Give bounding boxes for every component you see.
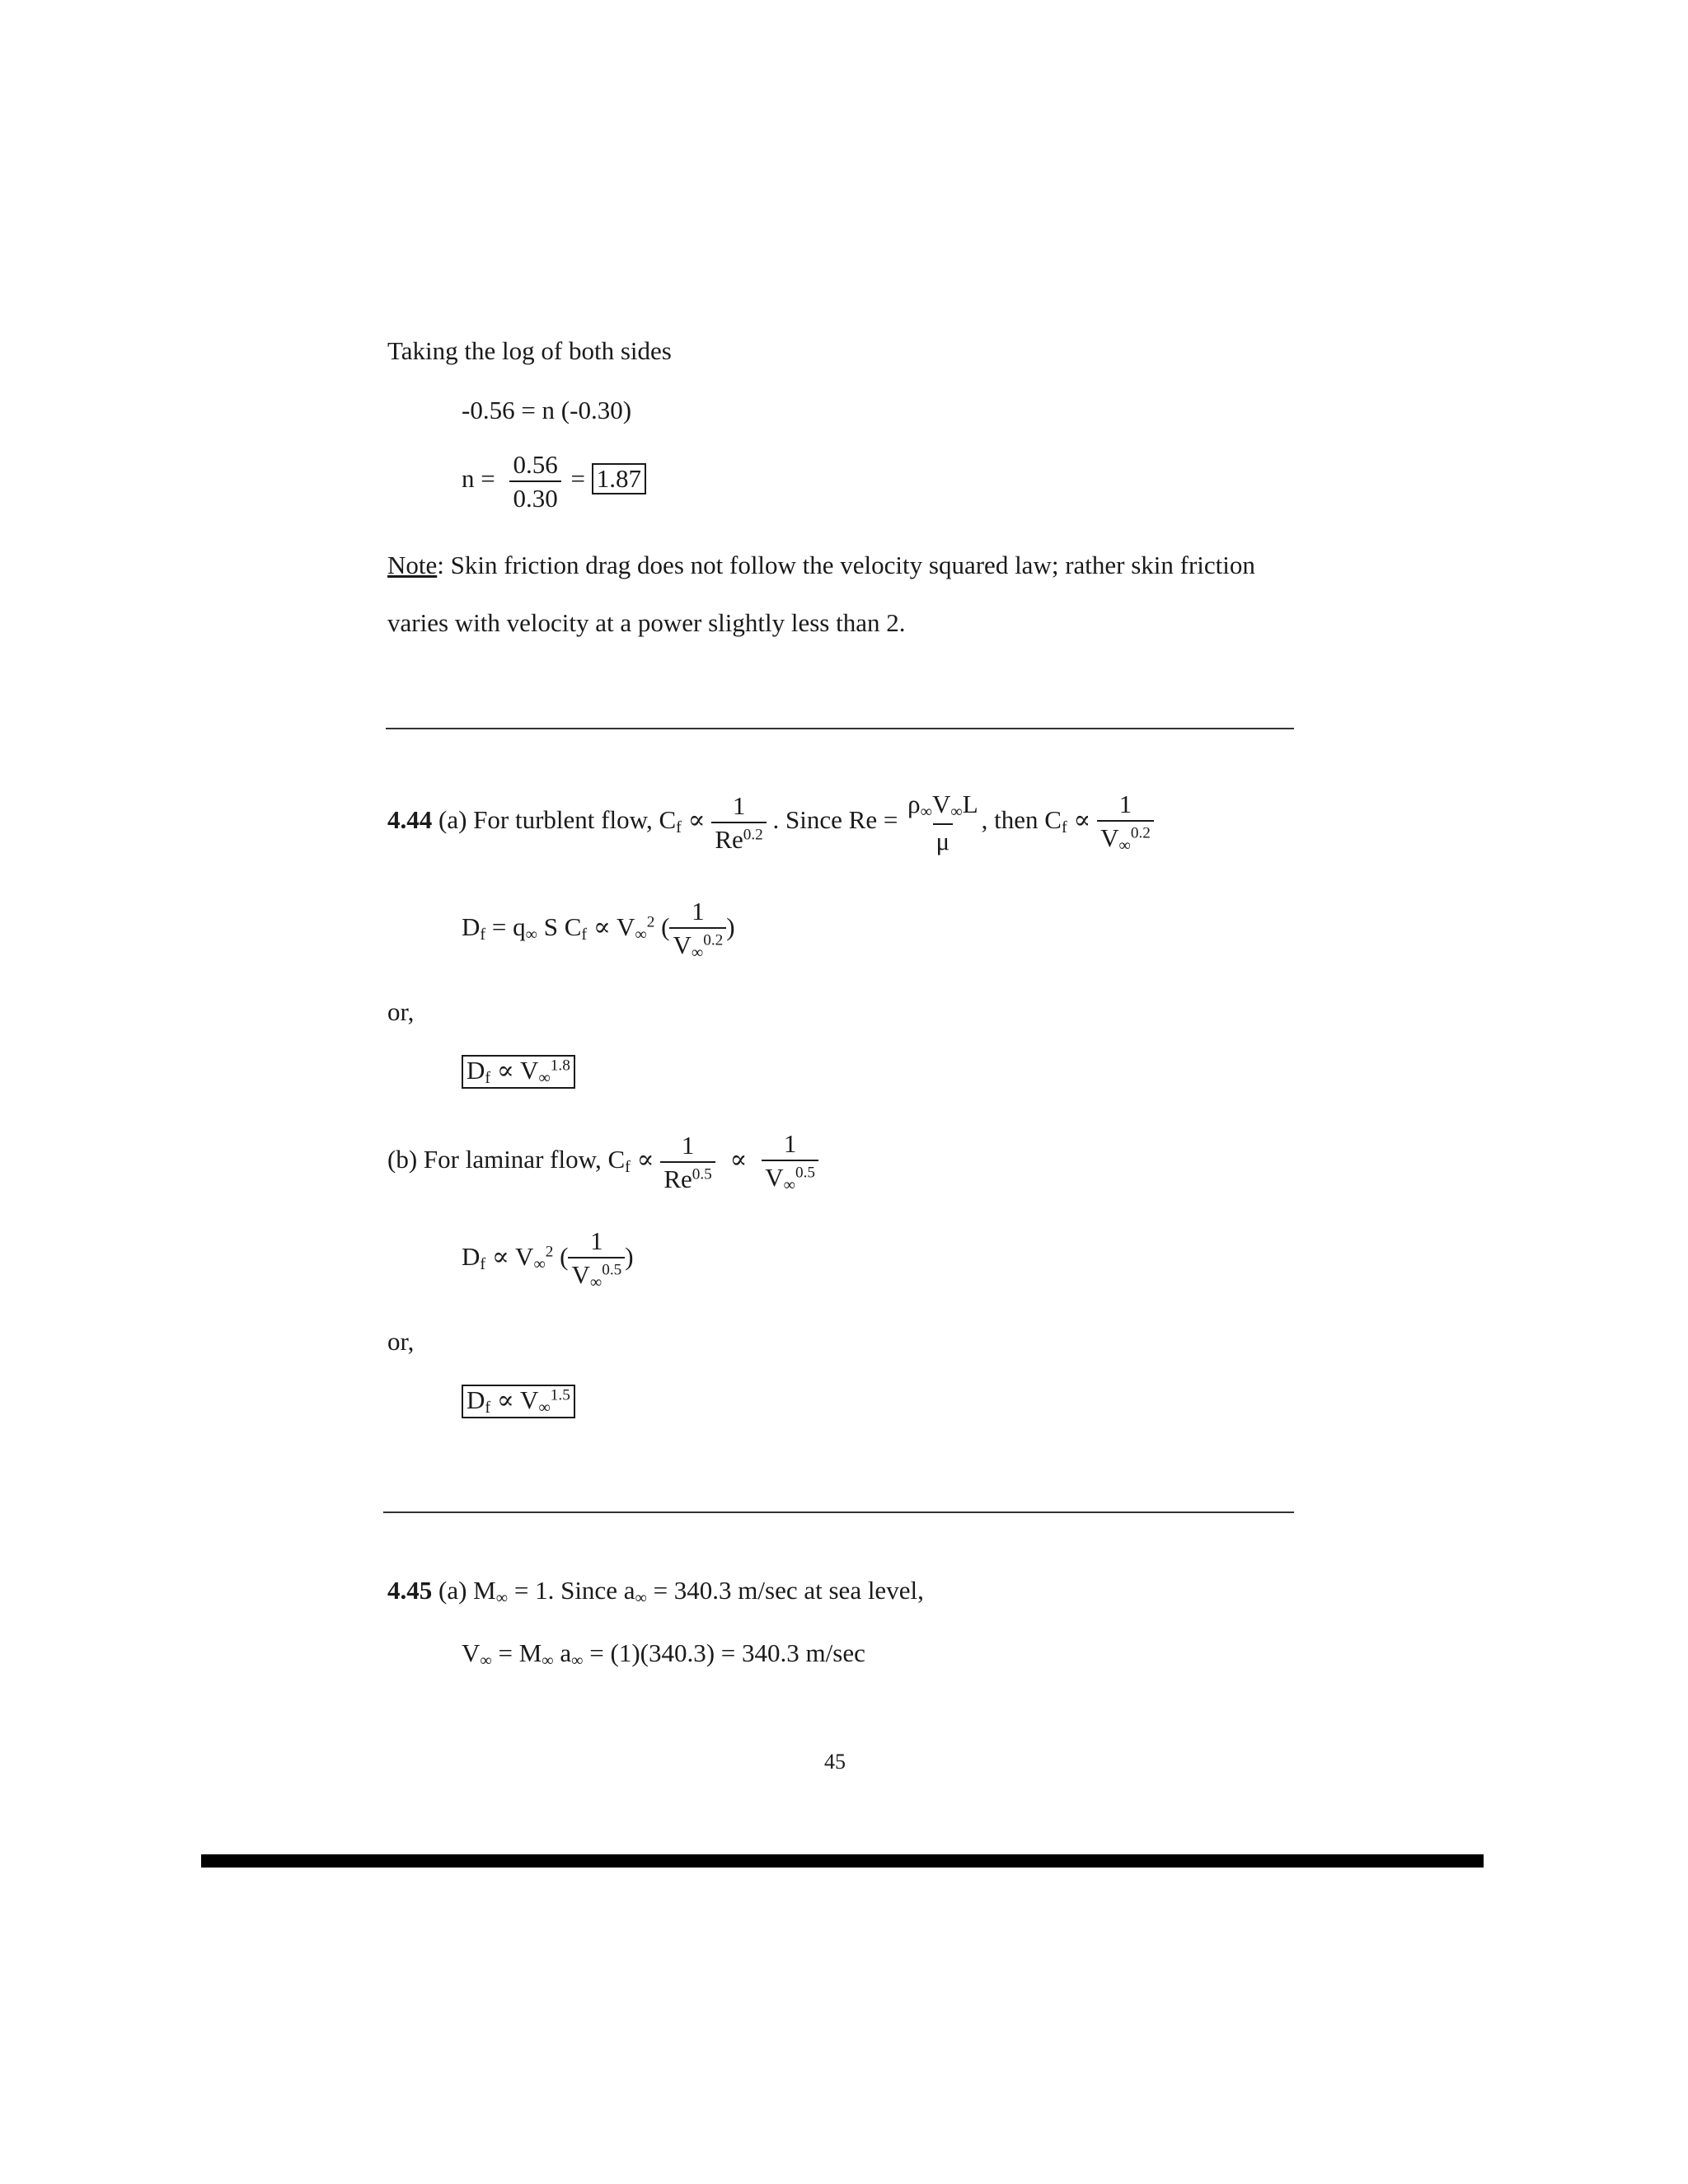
divider-1 [386,728,1294,729]
part-b-line: (b) For laminar flow, $C_f$ ∝ $\frac{1}{Re^{0.5}}$ ∝ $\frac{1}{V_\infty^{0.5}}$ [387,1131,818,1193]
problem-444-line: 4.44 (a) For turblent flow, $C_f$ ∝ $\frac{1}{Re^{0.2}}$ . Since Re = $\frac{\rho_\infty V_\infty L}{\mu}$ , then $C_f$ ∝ $\frac{1}{V_\infty^{0.2}}$ [387,791,1154,854]
problem-number-444: 4.44 [387,805,433,835]
note-line-2: varies with velocity at a power slightly less than 2. [387,608,906,637]
equation-n: n = $\frac{0.56}{0.30}$ = 1.87 [462,452,646,511]
equation-log: -0.56 = n (-0.30) [462,396,632,424]
or-text-2: or, [387,1327,415,1356]
note-line-1: Note: Skin friction drag does not follow the velocity squared law; rather skin friction [387,551,1255,579]
divider-2 [383,1511,1294,1513]
result-box-df-18: $D_f \propto V_\infty^{1.8}$ [462,1055,575,1089]
problem-445-line: 4.45 (a) $M_\infty = 1$. Since $a_\infty = 340.3$ m/sec at sea level, [387,1576,924,1608]
fraction-reynolds: $\frac{\rho_\infty V_\infty L}{\mu}$ [907,790,978,856]
equation-v-inf: $V_\infty = M_\infty$ $a_\infty = (1)(340.3) = 340.3$ m/sec [462,1638,865,1671]
intro-text: Taking the log of both sides [387,336,672,365]
fraction-n: $\frac{0.56}{0.30}$ [509,452,560,511]
or-text-1: or, [387,997,415,1026]
equation-df-turbulent: $D_f = q_\infty$ S $C_f \propto V_\infty^2$ ( $\frac{1}{V_\infty^{0.2}}$ ) [462,897,735,963]
fraction-v-02: $\frac{1}{V_\infty^{0.2}}$ [1097,791,1154,854]
fraction-v-05: $\frac{1}{V_\infty^{0.5}}$ [762,1131,818,1193]
fraction-re-02: $\frac{1}{Re^{0.2}}$ [711,793,766,852]
page-bottom-bar [201,1854,1484,1868]
problem-number-445: 4.45 [387,1576,433,1605]
page-number: 45 [824,1750,846,1774]
result-df-18 [462,1055,575,1089]
equation-df-laminar: $D_f \propto V_\infty^2$ ( $\frac{1}{V_\infty^{0.5}}$ ) [462,1226,634,1292]
result-df-15 [462,1385,575,1418]
result-box-df-15: $D_f \propto V_\infty^{1.5}$ [462,1385,575,1418]
fraction-re-05: $\frac{1}{Re^{0.5}}$ [660,1132,715,1192]
note-label: Note [387,551,438,579]
fraction-v-05-b: $\frac{1}{V_\infty^{0.5}}$ [568,1228,625,1291]
result-box-n: 1.87 [592,463,646,494]
fraction-v-02-b: $\frac{1}{V_\infty^{0.2}}$ [669,898,726,961]
